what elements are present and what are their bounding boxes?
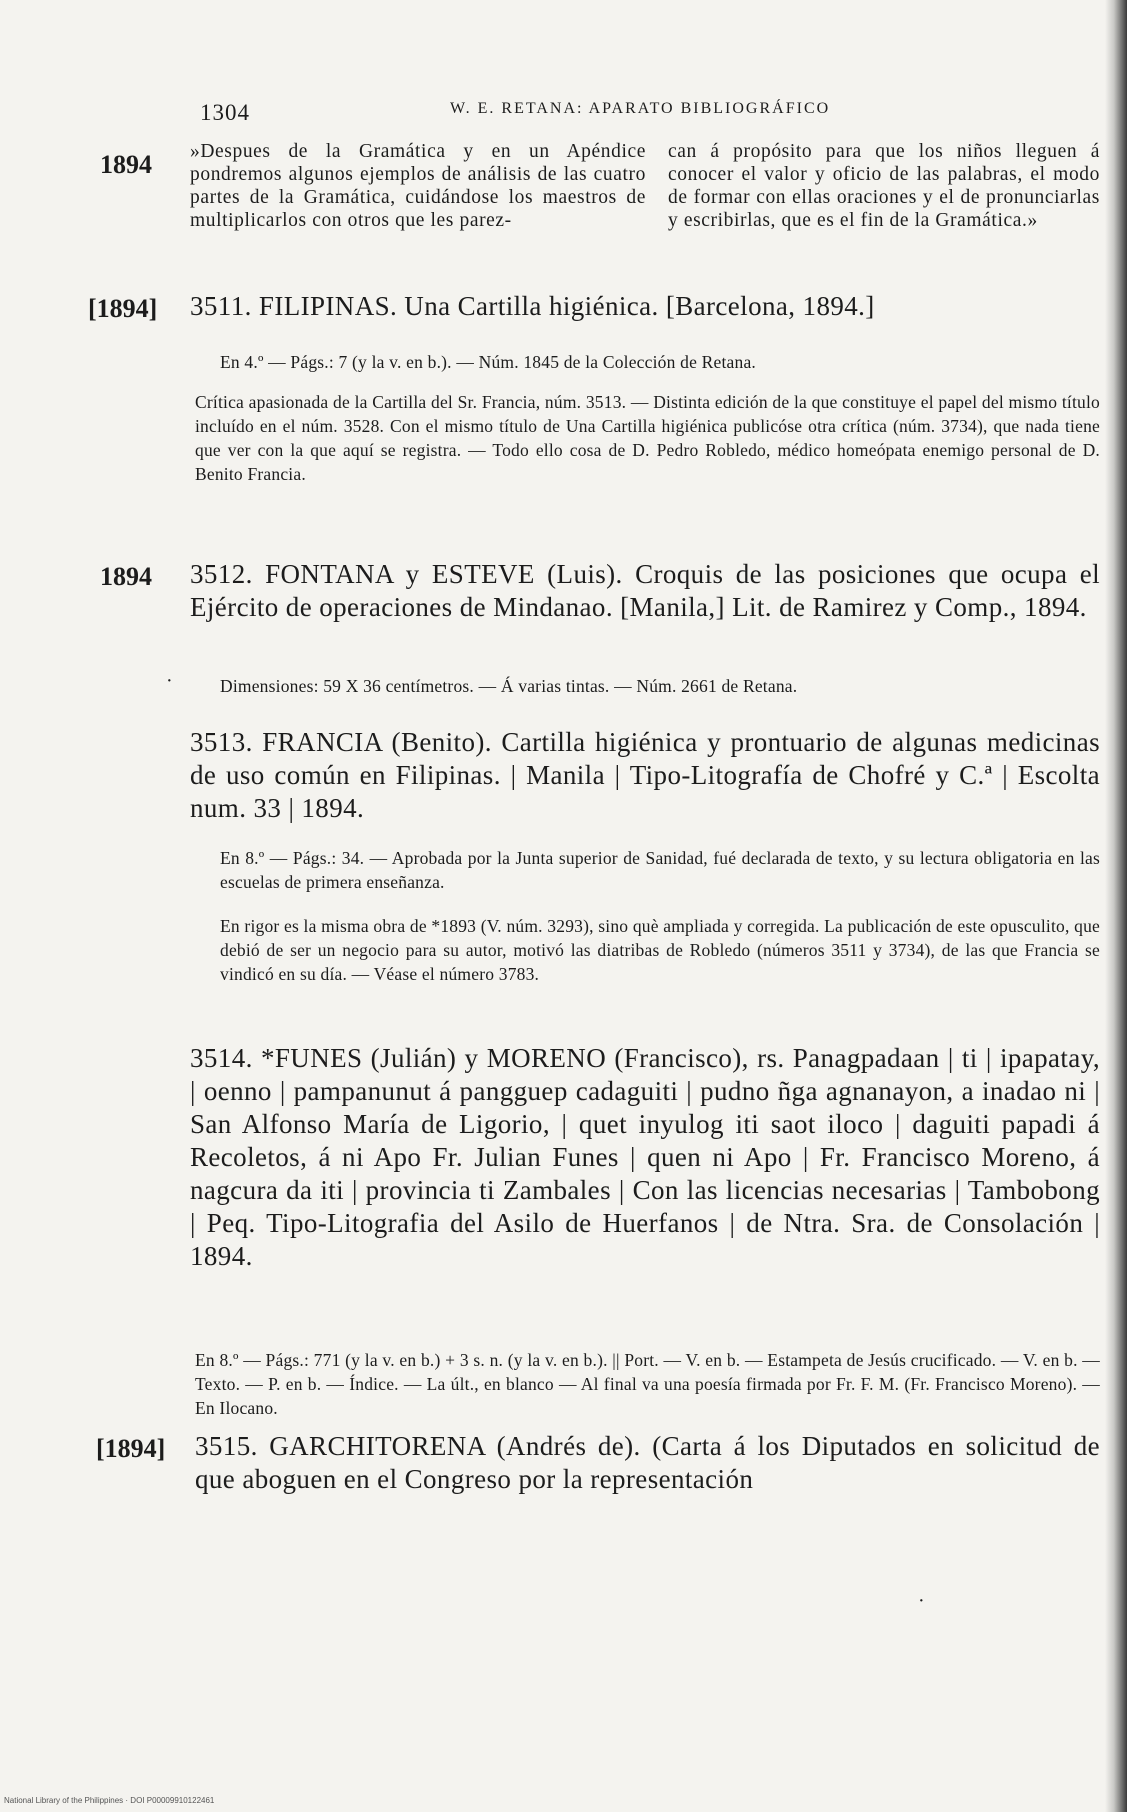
stray-dot: ·	[166, 670, 173, 692]
running-head: W. E. RETANA: APARATO BIBLIOGRÁFICO	[450, 100, 831, 117]
entry-note: En rigor es la misma obra de *1893 (V. núm. 3293), sino què ampliada y corregida. La publicación de este opusculito, que debió de ser un negocio para su autor, motivó las diatribas de Robledo (números 3511 y 3734), de las que Francia se vindicó en su día. — Véase el número 3783.	[220, 916, 1100, 984]
stray-dot: ·	[918, 1590, 925, 1612]
entry-year: [1894]	[88, 294, 158, 323]
intro-right-column: can á propósito para que los niños lleguen á conocer el valor y oficio de las palabras, el modo de formar con ellas oraciones y el de pronunciarlas y escribirlas, que es el fin de la Gramática.»	[668, 141, 1100, 231]
intro-year: 1894	[100, 150, 152, 179]
page-number: 1304	[200, 100, 250, 125]
scan-footer: National Library of the Philippines · DOI P00009910122461	[4, 1796, 215, 1805]
entry-title: 3513. FRANCIA (Benito). Cartilla higiénica y prontuario de algunas medicinas de uso común en Filipinas. | Manila | Tipo-Litografía de Chofré y C.ª | Escolta num. 33 | 1894.	[190, 727, 1100, 823]
page-header	[200, 96, 880, 126]
entry-year: [1894]	[96, 1434, 166, 1463]
entry-note: En 4.º — Págs.: 7 (y la v. en b.). — Núm. 1845 de la Colección de Retana.	[220, 352, 757, 372]
entry-title: 3512. FONTANA y ESTEVE (Luis). Croquis de las posiciones que ocupa el Ejército de operaciones de Mindanao. [Manila,] Lit. de Ramirez y Comp., 1894.	[190, 559, 1100, 622]
entry-note: En 8.º — Págs.: 34. — Aprobada por la Junta superior de Sanidad, fué declarada de texto, y su lectura obligatoria en las escuelas de primera enseñanza.	[220, 848, 1100, 892]
entry-title: 3514. *FUNES (Julián) y MORENO (Francisco), rs. Panagpadaan | ti | ipapatay, | oenno | pampanunut á pangguep cadaguiti | pudno ñga agnanayon, a inadao ni | San Alfonso María de Ligorio, | quet inyulog iti saot iloco | daguiti papadi á Recoletos, á ni Apo Fr. Julian Funes | quen ni Apo | Fr. Francisco Moreno, á nagcura da iti | provincia ti Zambales | Con las licencias necesarias | Tambobong | Peq. Tipo-Litografia del Asilo de Huerfanos | de Ntra. Sra. de Consolación | 1894.	[190, 1043, 1100, 1271]
entry-year: 1894	[100, 562, 152, 591]
entry-note: En 8.º — Págs.: 771 (y la v. en b.) + 3 s. n. (y la v. en b.). || Port. — V. en b. — Estampeta de Jesús crucificado. — V. en b. — Texto. — P. en b. — Índice. — La últ., en blanco — Al final va una poesía firmada por Fr. F. M. (Fr. Francisco Moreno). — En Ilocano.	[195, 1350, 1100, 1418]
page-edge-shadow	[1105, 0, 1127, 1812]
entry-title: 3511. FILIPINAS. Una Cartilla higiénica. [Barcelona, 1894.]	[190, 291, 875, 321]
intro-left-column: »Despues de la Gramática y en un Apéndice pondremos algunos ejemplos de análisis de las cuatro partes de la Gramática, cuidándose los maestros de multiplicarlos con otros que les parez-	[190, 141, 646, 231]
entry-title: 3515. GARCHITORENA (Andrés de). (Carta á los Diputados en solicitud de que aboguen en el Congreso por la representación	[195, 1431, 1100, 1494]
entry-note: Crítica apasionada de la Cartilla del Sr. Francia, núm. 3513. — Distinta edición de la que constituye el papel del mismo título incluído en el núm. 3528. Con el mismo título de Una Cartilla higiénica publicóse otra crítica (núm. 3734), que nada tiene que ver con la que aquí se registra. — Todo ello cosa de D. Pedro Robledo, médico homeópata enemigo personal de D. Benito Francia.	[195, 392, 1100, 484]
entry-note: Dimensiones: 59 X 36 centímetros. — Á varias tintas. — Núm. 2661 de Retana.	[220, 676, 798, 696]
intro-continuation	[100, 140, 1100, 270]
